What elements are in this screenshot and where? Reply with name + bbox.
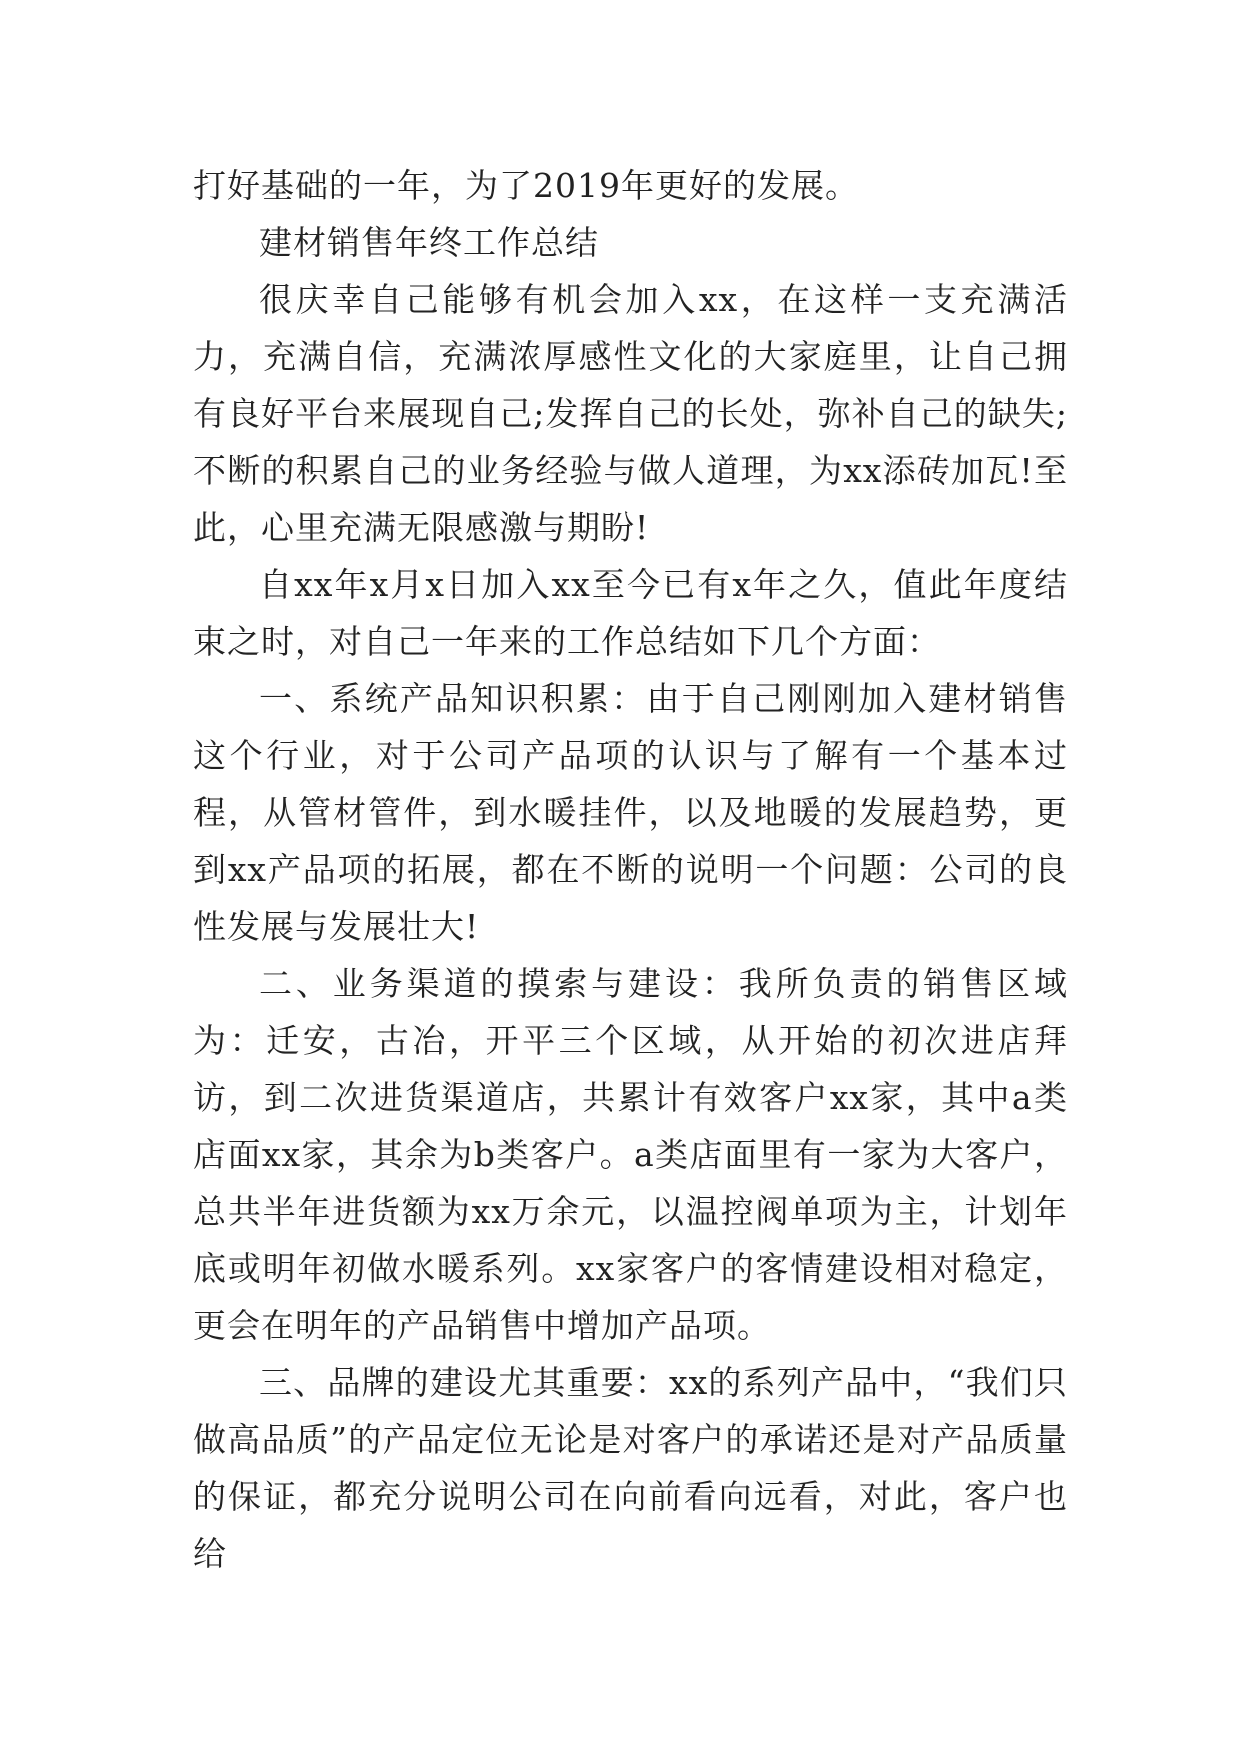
paragraph-point-2: 二、业务渠道的摸索与建设：我所负责的销售区域为：迁安，古冶，开平三个区域，从开始的初次进店拜访，到二次进货渠道店，共累计有效客户xx家，其中a类店面xx家，其余为b类客户。a类店面里有一家为大客户，总共半年进货额为xx万余元，以温控阀单项为主，计划年底或明年初做水暖系列。xx家客户的客情建设相对稳定，更会在明年的产品销售中增加产品项。 <box>193 964 1068 1345</box>
paragraph-intro: 很庆幸自己能够有机会加入xx，在这样一支充满活力，充满自信，充满浓厚感性文化的大家庭里，让自己拥有良好平台来展现自己;发挥自己的长处，弥补自己的缺失;不断的积累自己的业务经验与做人道理，为xx添砖加瓦!至此，心里充满无限感激与期盼! <box>193 280 1068 547</box>
document-body <box>193 157 1068 1582</box>
paragraph-summary-lead: 自xx年x月x日加入xx至今已有x年之久，值此年度结束之时，对自己一年来的工作总结如下几个方面： <box>193 565 1068 661</box>
section-heading: 建材销售年终工作总结 <box>259 223 599 262</box>
paragraph-point-1: 一、系统产品知识积累：由于自己刚刚加入建材销售这个行业，对于公司产品项的认识与了解有一个基本过程，从管材管件，到水暖挂件，以及地暖的发展趋势，更到xx产品项的拓展，都在不断的说明一个问题：公司的良性发展与发展壮大! <box>193 679 1068 946</box>
paragraph-continuation: 打好基础的一年，为了2019年更好的发展。 <box>193 166 859 205</box>
paragraph-point-3: 三、品牌的建设尤其重要：xx的系列产品中，“我们只做高品质”的产品定位无论是对客户的承诺还是对产品质量的保证，都充分说明公司在向前看向远看，对此，客户也给 <box>193 1363 1068 1573</box>
